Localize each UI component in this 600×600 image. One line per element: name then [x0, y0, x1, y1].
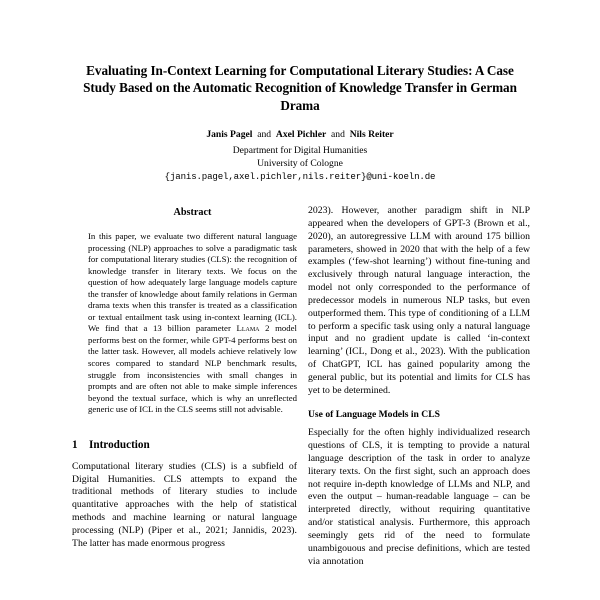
column-left	[72, 200, 297, 551]
abstract-heading: Abstract	[173, 207, 212, 218]
introduction-section	[72, 438, 297, 551]
introduction-heading-label: Introduction	[89, 438, 150, 451]
author-conjunction-1: and	[257, 129, 272, 140]
abstract-body	[88, 231, 297, 416]
affiliation-university: University of Cologne	[257, 158, 343, 169]
introduction-heading	[72, 438, 297, 452]
author-name-1: Janis Pagel	[206, 129, 253, 140]
column-right	[308, 205, 530, 568]
author-name-3: Nils Reiter	[349, 129, 394, 140]
abstract-llama-smallcaps: Llama	[236, 323, 260, 334]
affiliation-department: Department for Digital Humanities	[232, 145, 368, 156]
author-email: {janis.pagel,axel.pichler,nils.reiter}@uni-koeln.de	[164, 171, 436, 182]
right-paragraph-continued: 2023). However, another paradigm shift in NLP appeared when the developers of GPT-3 (Brown et al., 2020), an autoregressive LLM with around 175 billion parameters, showed in 2020 that with the help of a few examples (‘few-shot learning’) without fine-tuning and exclusively through natural language interaction, the model not only corresponded to the performance of predecessor models in numerous NLP tasks, but even outperformed them. This type of conditioning of a LLM to perform a specific task using only a natural language input and no gradient update is called ‘in-context learning’ (ICL, Dong et al., 2023). With the publication of ChatGPT, ICL has gained popularity among the general public, but its potential and limits for CLS has yet to be determined.	[308, 205, 530, 396]
abstract-text-part-1: In this paper, we evaluate two different natural language processing (NLP) approaches to solve a paradigmatic task for computational literary studies (CLS): the recognition of knowledge transfer in literary texts. We focus on the question of how adequately large language models capture the transfer of knowledge about family relations in German drama texts when this transfer is treated as a classification or textual entailment task using in-context learning (ICL). We find that a 13 billion parameter	[88, 231, 297, 334]
author-name-2: Axel Pichler	[275, 129, 327, 140]
subsection-heading-language-models: Use of Language Models in CLS	[308, 408, 440, 420]
abstract-text-part-2: 2 model performs best on the former, while GPT-4 performs best on the latter task. However, all models achieve relatively low scores compared to standard NLP benchmark results, struggle from inconsistencies with small changes in prompts and are often not able to make simple inferences beyond the textual surface, which is why an unreflected generic use of ICL in the CLS seems still not advisable.	[88, 323, 297, 415]
introduction-paragraph-1: Computational literary studies (CLS) is a subfield of Digital Humanities. CLS attempts to expand the traditional methods of literary studies to include quantitative approaches with the help of statistical methods and machine learning or natural language processing (NLP) (Piper et al., 2021; Jannidis, 2023). The latter has made enormous progress	[72, 460, 297, 549]
abstract-section	[88, 206, 297, 416]
page-title: Evaluating In-Context Learning for Computational Literary Studies: A Case Study Based on the Automatic Recognition of Knowledge Transfer in German Drama	[83, 63, 517, 113]
introduction-number: 1	[72, 438, 78, 451]
author-list	[72, 128, 528, 141]
right-paragraph-2: Especially for the often highly individualized research questions of CLS, it is tempting to provide a natural language description of the task in order to analyze literary texts. On the first sight, such an approach does not require in-depth knowledge of LLMs and NLP, and even the output – human-readable language – can be interpreted directly, without requiring quantitative and/or statistical analysis. Furthermore, this approach seemingly gets rid of the need to formulate unambigouous and precise definitions, which are tested via annotation	[308, 427, 530, 567]
title-block	[72, 62, 528, 114]
author-conjunction-2: and	[331, 129, 345, 140]
